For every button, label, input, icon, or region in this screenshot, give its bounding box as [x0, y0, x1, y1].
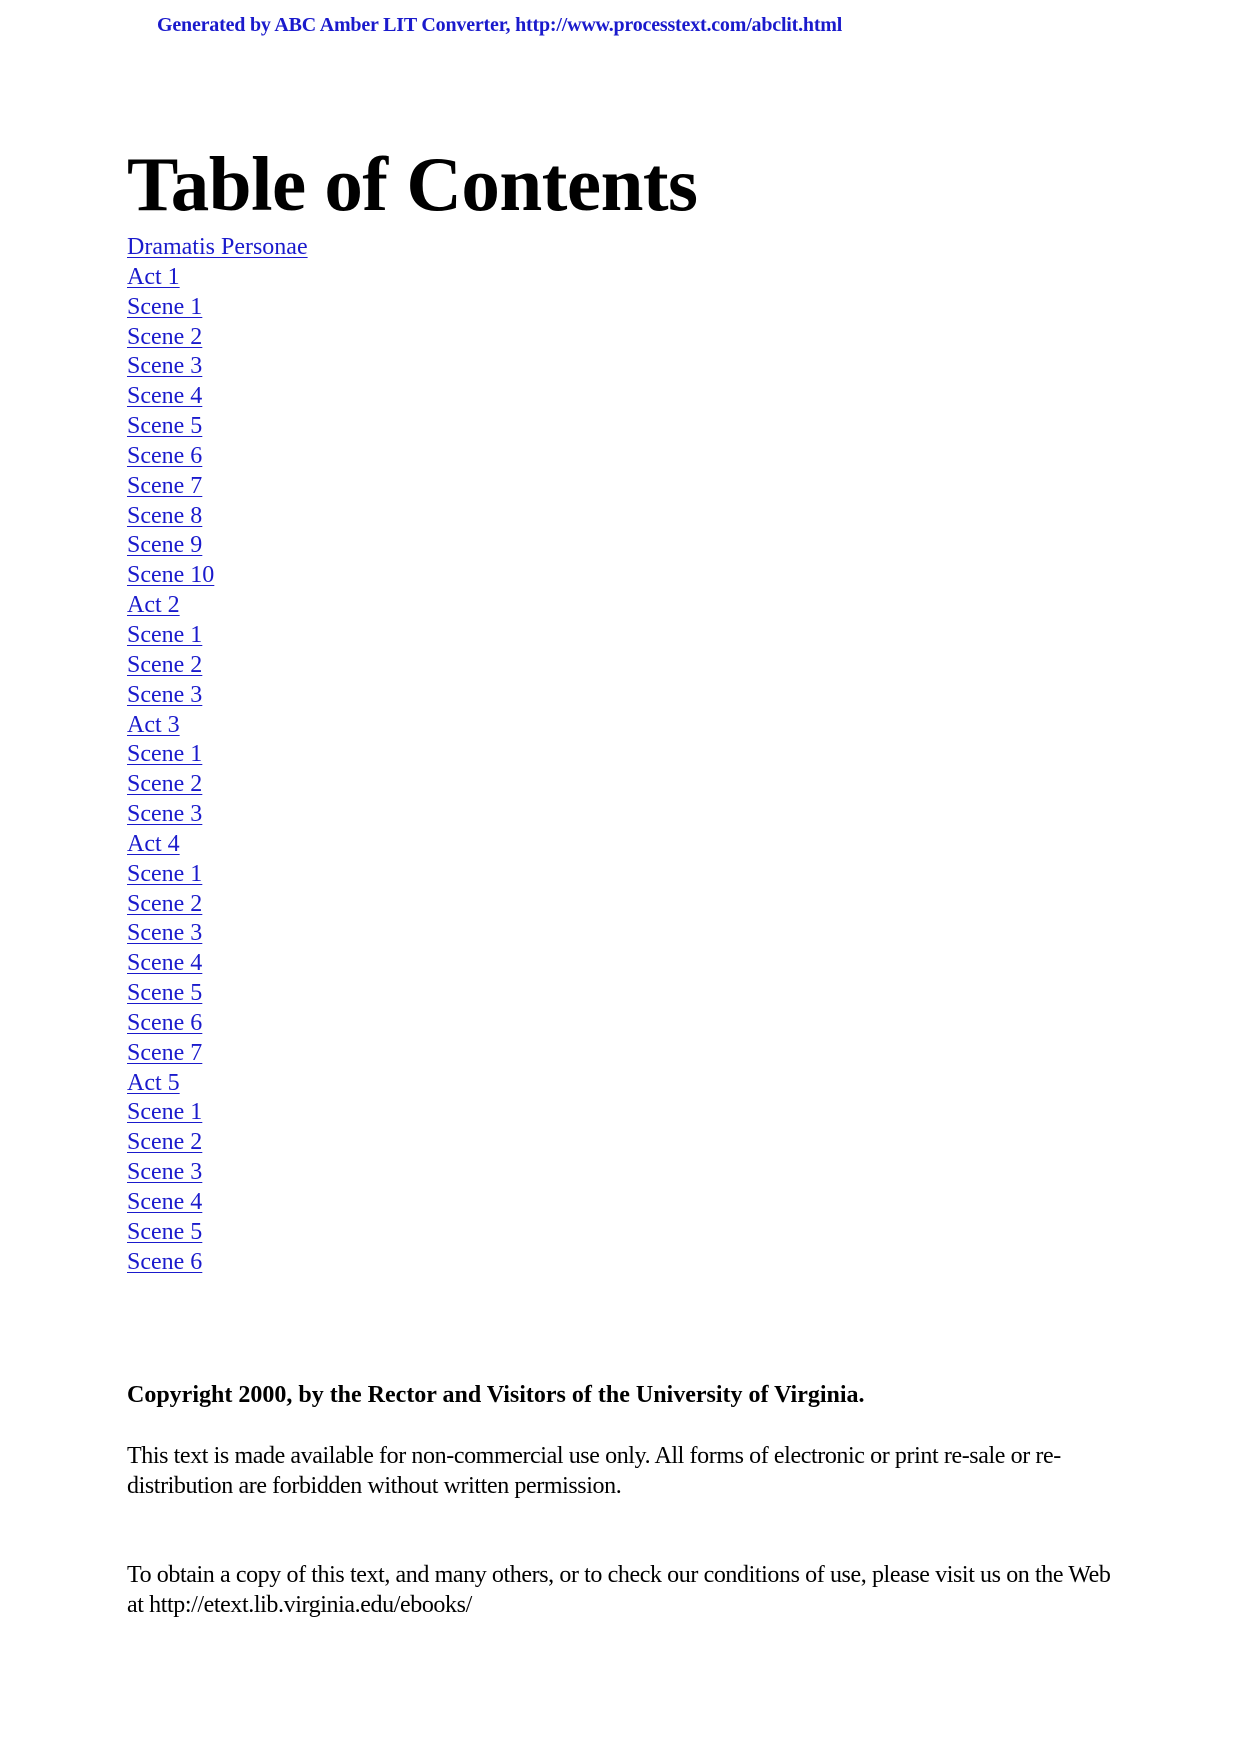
toc-item — [127, 591, 308, 621]
toc-item — [127, 1069, 308, 1099]
toc-item — [127, 979, 308, 1009]
toc-link-act-1-scene-4[interactable]: Scene 4 — [127, 383, 203, 410]
toc-item — [127, 263, 308, 293]
toc-link-act-2-scene-1[interactable]: Scene 1 — [127, 621, 203, 648]
toc-link-act-3[interactable]: Act 3 — [127, 711, 180, 738]
toc-link-act-4-scene-2[interactable]: Scene 2 — [127, 890, 203, 917]
toc-item — [127, 1158, 308, 1188]
toc-item — [127, 890, 308, 920]
usage-notice: This text is made available for non-commercial use only. All forms of electronic or print re-sale or re-distribution are forbidden without written permission. — [127, 1443, 1061, 1499]
toc-item — [127, 561, 308, 591]
obtain-notice: To obtain a copy of this text, and many others, or to check our conditions of use, please visit us on the Web at http://etext.lib.virginia.edu/ebooks/ — [127, 1562, 1111, 1618]
toc-link-act-1-scene-1[interactable]: Scene 1 — [127, 293, 203, 320]
toc-link-act-1-scene-8[interactable]: Scene 8 — [127, 502, 203, 529]
toc-link-act-4-scene-7[interactable]: Scene 7 — [127, 1039, 203, 1066]
toc-item — [127, 1128, 308, 1158]
toc-link-act-5[interactable]: Act 5 — [127, 1069, 180, 1096]
toc-item — [127, 800, 308, 830]
toc-link-act-3-scene-2[interactable]: Scene 2 — [127, 771, 203, 798]
toc-link-act-1-scene-9[interactable]: Scene 9 — [127, 532, 203, 559]
toc-item — [127, 651, 308, 681]
toc-link-act-2[interactable]: Act 2 — [127, 592, 180, 619]
toc-item — [127, 621, 308, 651]
toc-item — [127, 233, 308, 263]
toc-item — [127, 442, 308, 472]
toc-link-dramatis-personae[interactable]: Dramatis Personae — [127, 234, 308, 260]
table-of-contents — [127, 233, 308, 1278]
toc-link-act-4[interactable]: Act 4 — [127, 830, 180, 857]
toc-link-act-3-scene-1[interactable]: Scene 1 — [127, 741, 203, 768]
toc-item — [127, 1039, 308, 1069]
toc-link-act-1[interactable]: Act 1 — [127, 263, 180, 290]
toc-item — [127, 323, 308, 353]
toc-item — [127, 293, 308, 323]
toc-link-act-3-scene-3[interactable]: Scene 3 — [127, 801, 203, 828]
toc-link-act-2-scene-3[interactable]: Scene 3 — [127, 681, 203, 708]
toc-item — [127, 830, 308, 860]
toc-link-act-5-scene-3[interactable]: Scene 3 — [127, 1159, 203, 1186]
toc-link-act-4-scene-5[interactable]: Scene 5 — [127, 980, 203, 1007]
toc-item — [127, 711, 308, 741]
toc-item — [127, 681, 308, 711]
toc-item — [127, 949, 308, 979]
toc-item — [127, 770, 308, 800]
toc-item — [127, 412, 308, 442]
toc-link-act-5-scene-6[interactable]: Scene 6 — [127, 1248, 203, 1275]
toc-item — [127, 1098, 308, 1128]
toc-link-act-5-scene-5[interactable]: Scene 5 — [127, 1218, 203, 1245]
toc-item — [127, 1248, 308, 1278]
generator-banner: Generated by ABC Amber LIT Converter, http://www.processtext.com/abclit.html — [157, 14, 843, 36]
toc-link-act-1-scene-6[interactable]: Scene 6 — [127, 442, 203, 469]
toc-item — [127, 382, 308, 412]
copyright-notice: Copyright 2000, by the Rector and Visitors of the University of Virginia. — [127, 1382, 865, 1408]
toc-link-act-5-scene-2[interactable]: Scene 2 — [127, 1129, 203, 1156]
toc-link-act-4-scene-4[interactable]: Scene 4 — [127, 950, 203, 977]
toc-link-act-1-scene-5[interactable]: Scene 5 — [127, 413, 203, 440]
toc-link-act-1-scene-7[interactable]: Scene 7 — [127, 472, 203, 499]
toc-item — [127, 1218, 308, 1248]
toc-item — [127, 531, 308, 561]
toc-item — [127, 352, 308, 382]
toc-item — [127, 740, 308, 770]
toc-link-act-1-scene-3[interactable]: Scene 3 — [127, 353, 203, 380]
toc-item — [127, 1188, 308, 1218]
toc-item — [127, 472, 308, 502]
toc-link-act-4-scene-1[interactable]: Scene 1 — [127, 860, 203, 887]
toc-link-act-1-scene-2[interactable]: Scene 2 — [127, 323, 203, 350]
toc-link-act-5-scene-4[interactable]: Scene 4 — [127, 1189, 203, 1215]
toc-item — [127, 860, 308, 890]
toc-item — [127, 502, 308, 532]
toc-item — [127, 1009, 308, 1039]
toc-link-act-4-scene-3[interactable]: Scene 3 — [127, 920, 203, 947]
toc-link-act-5-scene-1[interactable]: Scene 1 — [127, 1099, 203, 1126]
toc-link-act-4-scene-6[interactable]: Scene 6 — [127, 1009, 203, 1036]
toc-link-act-2-scene-2[interactable]: Scene 2 — [127, 651, 203, 678]
toc-item — [127, 919, 308, 949]
toc-link-act-1-scene-10[interactable]: Scene 10 — [127, 562, 215, 589]
page-title: Table of Contents — [127, 141, 698, 227]
